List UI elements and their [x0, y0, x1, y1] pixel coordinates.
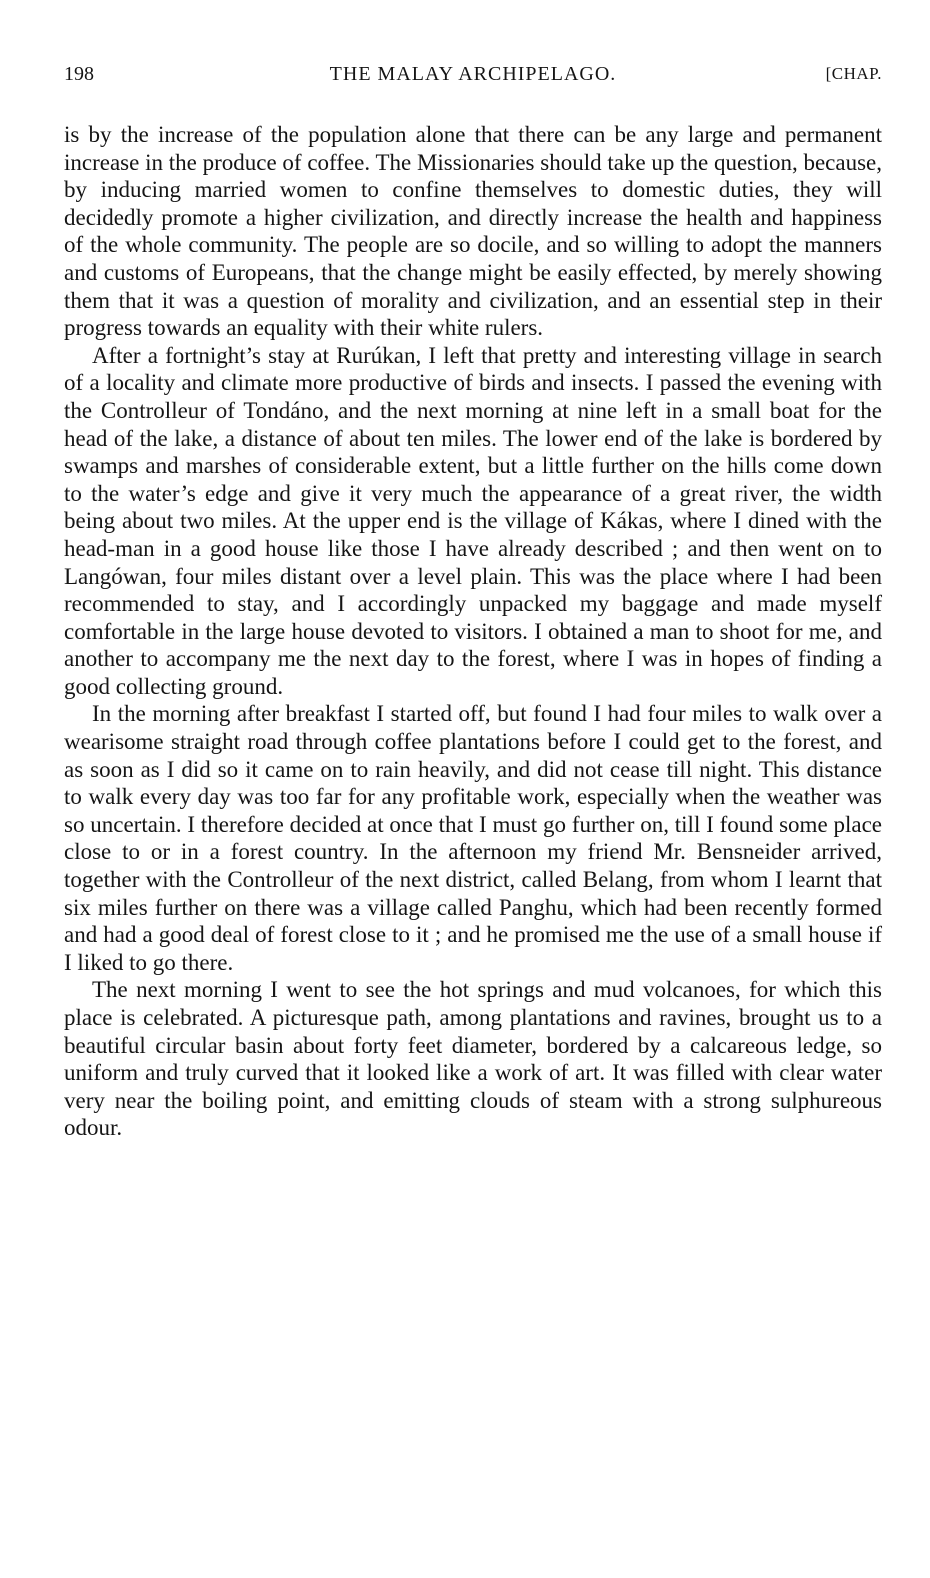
- running-head: [64, 60, 882, 88]
- paragraph-hot-springs: The next morning I went to see the hot springs and mud volcanoes, for which this place is celebrated. A picturesque path, among plantations and ravines, brought us to a beautiful circular basin about forty feet diameter, bordered by a calcareous ledge, so uniform and truly curved that it looked like a work of art. It was filled with clear water very near the boiling point, and emitting clouds of steam with a strong sulphureous odour.: [64, 977, 882, 1141]
- page-number: 198: [64, 63, 94, 85]
- paragraph-rurukan-departure: After a fortnight’s stay at Rurúkan, I left that pretty and interesting village in search of a locality and climate more productive of birds and insects. I passed the evening with the Controlleur of Tondáno, and the next morning at nine left in a small boat for the head of the lake, a distance of about ten miles. The lower end of the lake is bordered by swamps and marshes of considerable extent, but a little further on the hills come down to the water’s edge and give it very much the appearance of a great river, the width being about two miles. At the upper end is the village of Kákas, where I dined with the head-man in a good house like those I have already described ; and then went on to Langówan, four miles distant over a level plain. This was the place where I had been recommended to stay, and I accordingly unpacked my baggage and made myself comfortable in the large house devoted to visitors. I obtained a man to shoot for me, and another to accompany me the next day to the forest, where I was in hopes of finding a good collecting ground.: [64, 342, 882, 699]
- chapter-mark: [CHAP.: [825, 64, 882, 83]
- body-text: [64, 121, 882, 1142]
- running-title: THE MALAY ARCHIPELAGO.: [329, 63, 617, 85]
- paragraph-continuation: is by the increase of the population alone that there can be any large and permanent increase in the produce of coffee. The Missionaries should take up the question, because, by inducing married women to confine themselves to domestic duties, they will decidedly promote a higher civilization, and directly increase the health and happiness of the whole community. The people are so docile, and so willing to adopt the manners and customs of Europeans, that the change might be easily effected, by merely showing them that it was a question of morality and civilization, and an essential step in their progress towards an equality with their white rulers.: [64, 122, 882, 341]
- paragraph-morning-walk: In the morning after breakfast I started off, but found I had four miles to walk over a wearisome straight road through coffee plantations before I could get to the forest, and as soon as I did so it came on to rain heavily, and did not cease till night. This distance to walk every day was too far for any profitable work, especially when the weather was so uncertain. I therefore decided at once that I must go further on, till I found some place close to or in a forest country. In the afternoon my friend Mr. Bensneider arrived, together with the Controlleur of the next district, called Belang, from whom I learnt that six miles further on there was a village called Panghu, which had been recently formed and had a good deal of forest close to it ; and he promised me the use of a small house if I liked to go there.: [64, 701, 882, 975]
